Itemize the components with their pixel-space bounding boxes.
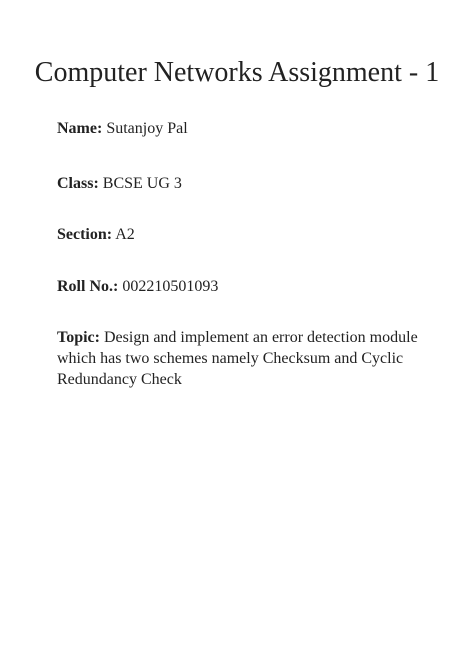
- name-label: Name:: [57, 120, 103, 137]
- class-field: [57, 173, 432, 194]
- section-field: [57, 224, 432, 245]
- document-title: Computer Networks Assignment - 1: [34, 57, 440, 88]
- section-label: Section:: [57, 226, 113, 243]
- roll-number-value: 002210501093: [122, 278, 219, 295]
- topic-value: Design and implement an error detection module which has two schemes namely Checksum and Cyclic Redundancy Check: [57, 329, 418, 388]
- topic-field: [57, 327, 432, 390]
- class-label: Class:: [57, 175, 99, 192]
- section-value: A2: [115, 226, 135, 243]
- name-value: Sutanjoy Pal: [106, 120, 188, 137]
- class-value: BCSE UG 3: [102, 175, 182, 192]
- name-field: [57, 118, 432, 139]
- roll-number-field: [57, 276, 432, 297]
- roll-number-label: Roll No.:: [57, 278, 119, 295]
- topic-label: Topic:: [57, 329, 100, 346]
